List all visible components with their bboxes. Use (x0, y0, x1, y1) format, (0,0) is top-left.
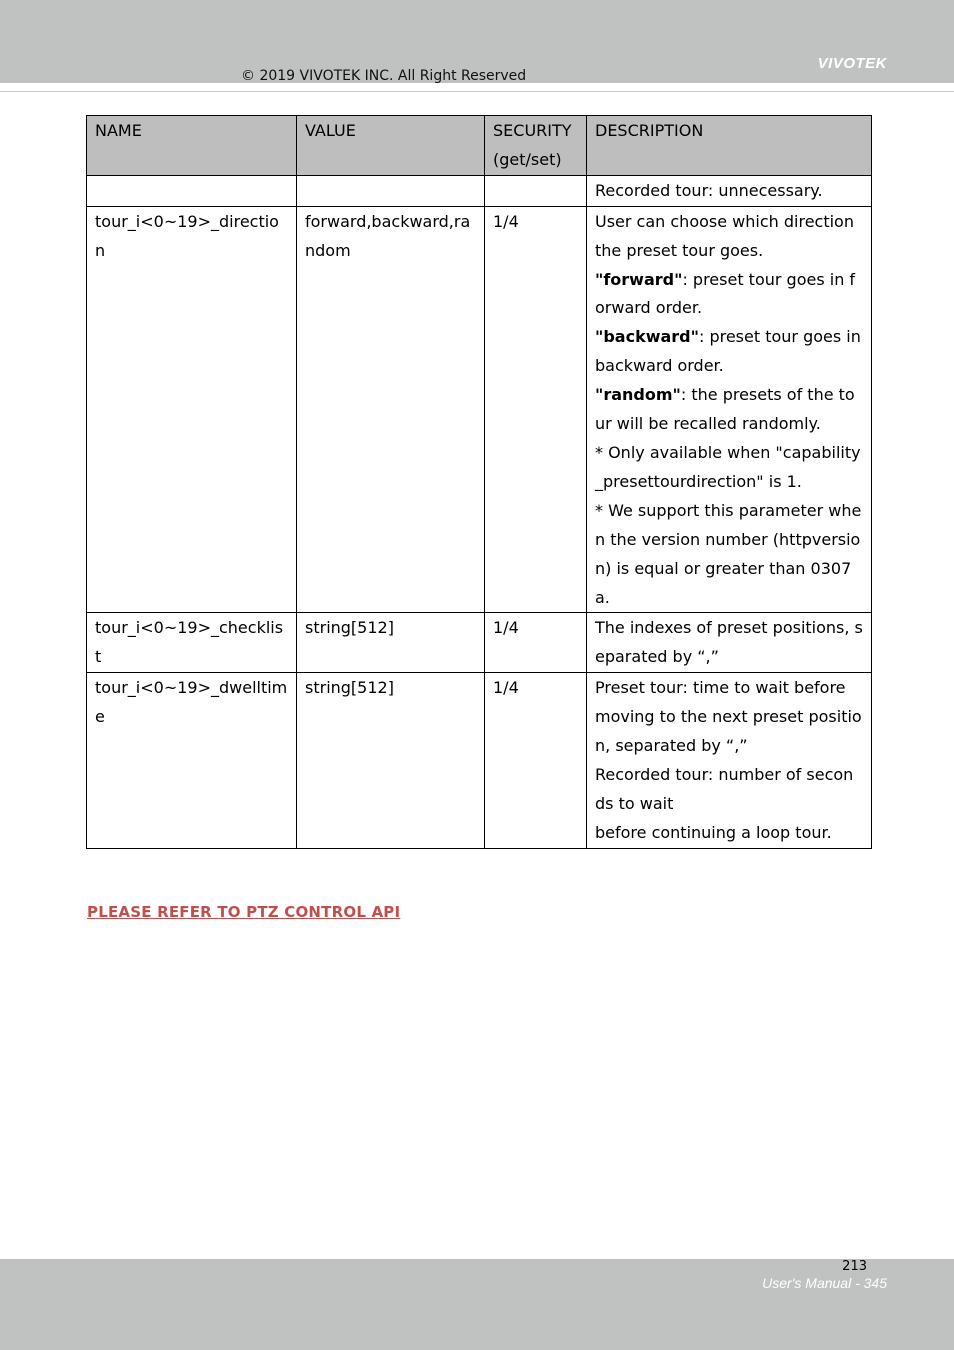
cell-value: string[512] (297, 673, 485, 848)
option-text: : preset tour goes in backward order. (595, 327, 861, 376)
cell-name: tour_i<0~19>_dwelltime (87, 673, 297, 848)
cell-description (587, 206, 872, 613)
option-key: "backward" (595, 327, 699, 347)
table-row (87, 673, 872, 848)
description-line: Recorded tour: unnecessary. (595, 180, 823, 200)
description-line: Preset tour: time to wait before moving to the next preset position, separated by “,” (595, 678, 862, 756)
option-random (595, 381, 863, 439)
cell-value: forward,backward,random (297, 206, 485, 613)
cell-name (87, 175, 297, 206)
footer-band (0, 1259, 954, 1350)
note-availability: * Only available when "capability_presettourdirection" is 1. (595, 442, 861, 491)
cell-description (587, 175, 872, 206)
cell-name: tour_i<0~19>_direction (87, 206, 297, 613)
manual-page-label: User's Manual - 345 (762, 1275, 887, 1291)
description-line: The indexes of preset positions, separated by “,” (595, 618, 863, 667)
ptz-control-api-link[interactable]: PLEASE REFER TO PTZ CONTROL API (87, 903, 401, 921)
cell-value (297, 175, 485, 206)
table-row (87, 175, 872, 206)
option-text: : preset tour goes in forward order. (595, 269, 856, 318)
page-number: 213 (842, 1259, 867, 1274)
column-header-value: VALUE (297, 116, 485, 176)
table-row (87, 613, 872, 673)
cell-value: string[512] (297, 613, 485, 673)
column-header-description: DESCRIPTION (587, 116, 872, 176)
cell-security: 1/4 (485, 206, 587, 613)
column-header-name: NAME (87, 116, 297, 176)
option-key: "forward" (595, 269, 683, 289)
table-header-row (87, 116, 872, 176)
cell-security: 1/4 (485, 613, 587, 673)
parameter-table (86, 115, 872, 849)
cell-description (587, 673, 872, 848)
description-intro: User can choose which direction the preset tour goes. (595, 211, 854, 260)
cell-security: 1/4 (485, 673, 587, 848)
brand-logo: VIVOTEK (817, 55, 887, 72)
option-backward (595, 323, 863, 381)
column-header-security: SECURITY (get/set) (485, 116, 587, 176)
option-key: "random" (595, 385, 681, 405)
description-line: Recorded tour: number of seconds to wait (595, 764, 854, 813)
cell-name: tour_i<0~19>_checklist (87, 613, 297, 673)
copyright-text: © 2019 VIVOTEK INC. All Right Reserved (241, 68, 527, 84)
option-text: : the presets of the tour will be recalled randomly. (595, 385, 855, 434)
cell-description (587, 613, 872, 673)
description-line: before continuing a loop tour. (595, 822, 832, 842)
option-forward (595, 266, 863, 324)
note-version: * We support this parameter when the version number (httpversion) is equal or greater than 0307a. (595, 500, 862, 607)
header-divider (0, 91, 954, 92)
table-row (87, 206, 872, 613)
cell-security (485, 175, 587, 206)
